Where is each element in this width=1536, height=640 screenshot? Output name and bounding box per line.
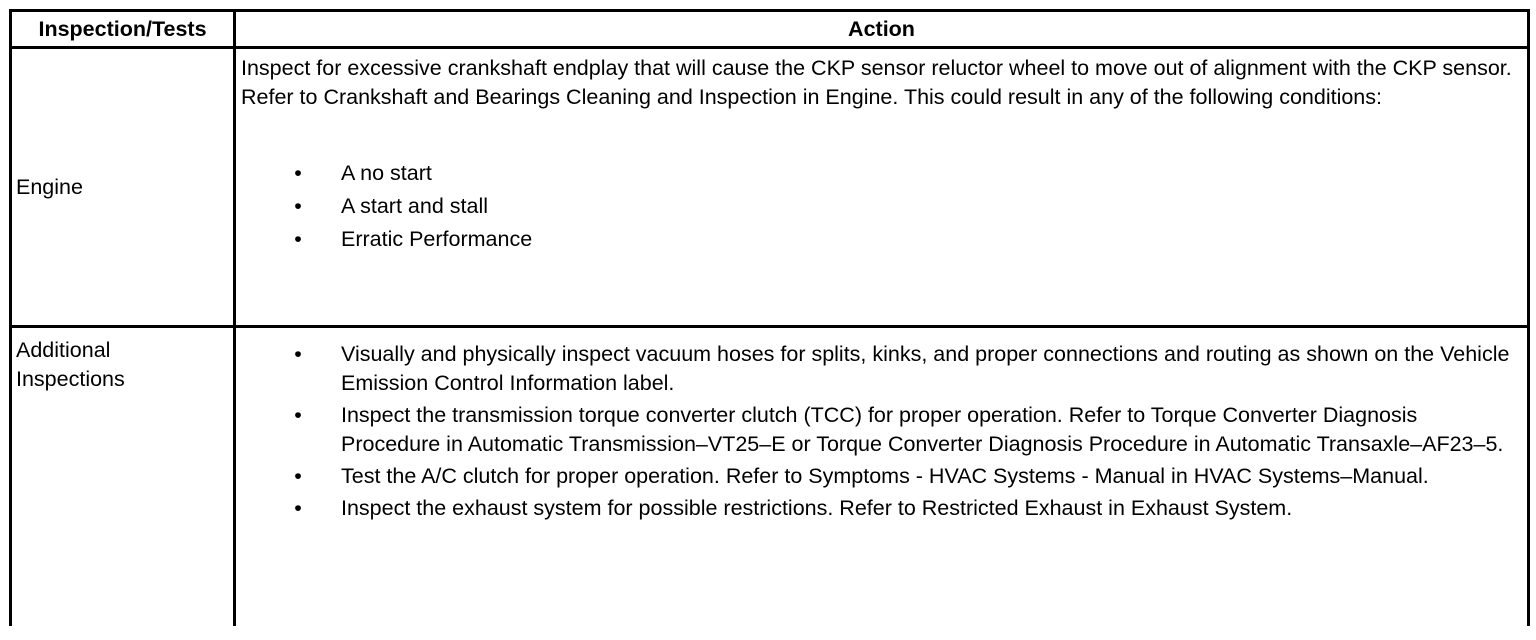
engine-action-text: Inspect for excessive crankshaft endplay that will cause the CKP sensor reluctor wheel to move out of alignment with the CKP sensor. Refer to Crankshaft and Bearings Cleaning and Inspection in Engine. This could result in any of the following conditions:: [241, 56, 1512, 109]
list-item: [241, 190, 1519, 223]
list-item: [241, 223, 1519, 256]
row-additional-action: [236, 328, 1527, 626]
list-item-text: Inspect the exhaust system for possible restrictions. Refer to Restricted Exhaust in Exhaust System.: [341, 496, 1293, 520]
header-inspection-tests: Inspection/Tests: [12, 12, 233, 46]
additional-inspections-label: Additional Inspections: [16, 338, 125, 391]
bullet-icon: •: [294, 194, 302, 218]
bullet-icon: •: [294, 496, 302, 520]
list-item-text: A start and stall: [341, 194, 488, 218]
list-item: [241, 340, 1519, 398]
list-item-text: Erratic Performance: [341, 227, 533, 251]
bullet-icon: •: [294, 342, 302, 366]
engine-conditions-list: [241, 157, 1519, 256]
header-action: Action: [236, 12, 1527, 46]
list-item: [241, 494, 1519, 523]
list-item: [241, 462, 1519, 491]
list-item-text: A no start: [341, 161, 432, 185]
list-item-text: Inspect the transmission torque converter clutch (TCC) for proper operation. Refer to Torque Converter Diagnosis Procedure in Automatic Transmission–VT25–E or Torque Converter Diagnosis Procedure in Automatic Transaxle–AF23–5.: [341, 403, 1504, 456]
inspection-table: [9, 9, 1530, 626]
row-additional-label: [12, 328, 233, 626]
row-engine-label: Engine: [12, 49, 233, 325]
list-item: [241, 157, 1519, 190]
list-item-text: Visually and physically inspect vacuum hoses for splits, kinks, and proper connections and routing as shown on the Vehicle Emission Control Information label.: [341, 342, 1510, 395]
bullet-icon: •: [294, 403, 302, 427]
list-item-text: Test the A/C clutch for proper operation. Refer to Symptoms - HVAC Systems - Manual in HVAC Systems–Manual.: [341, 464, 1429, 488]
row-engine-action: [236, 49, 1527, 325]
additional-inspections-list: [241, 340, 1519, 523]
list-item: [241, 401, 1519, 459]
bullet-icon: •: [294, 464, 302, 488]
bullet-icon: •: [294, 227, 302, 251]
bullet-icon: •: [294, 161, 302, 185]
